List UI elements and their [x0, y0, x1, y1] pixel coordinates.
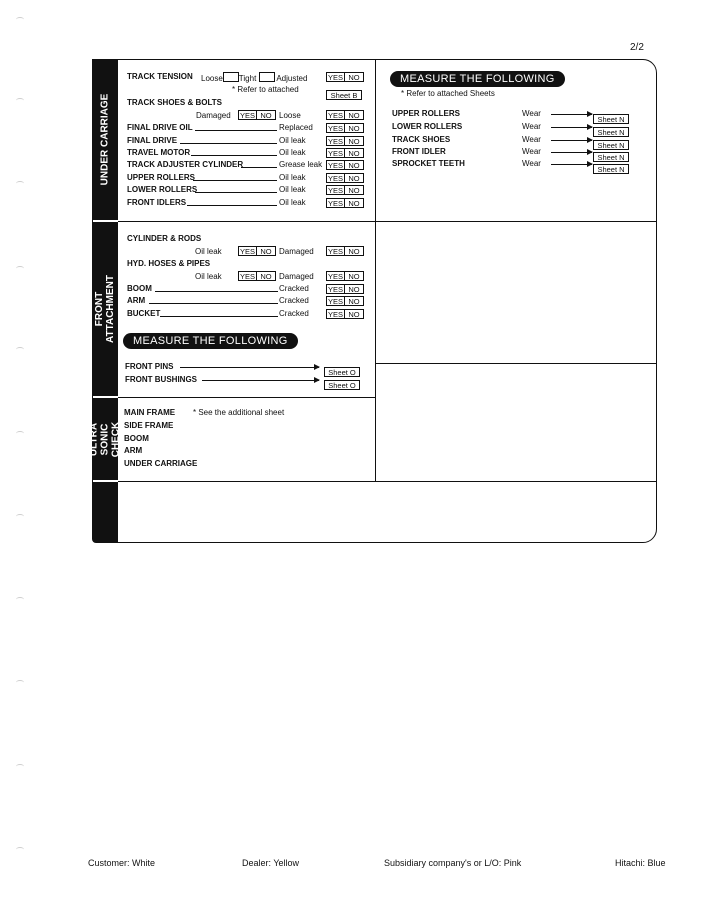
wear-label: Wear: [522, 159, 541, 168]
uc-row-label: FINAL DRIVE: [127, 136, 178, 145]
no-box[interactable]: NO: [345, 110, 364, 120]
uc-row-label: FINAL DRIVE OIL: [127, 123, 193, 132]
shoes-yes-no: [326, 110, 364, 120]
track-shoes-bolts-label: TRACK SHOES & BOLTS: [127, 98, 222, 107]
us-item: UNDER CARRIAGE: [124, 459, 198, 468]
uc-row-yes-no: [326, 160, 364, 170]
cylinder-rods-label: CYLINDER & RODS: [127, 234, 202, 243]
cyl-damaged-yes-no: [326, 246, 364, 256]
no-box[interactable]: NO: [345, 185, 364, 195]
hyd-hoses-label: HYD. HOSES & PIPES: [127, 259, 211, 268]
tight-checkbox[interactable]: [259, 72, 275, 82]
no-box[interactable]: NO: [345, 271, 364, 281]
measure-item-label: TRACK SHOES: [392, 135, 451, 144]
oil-leak-label: Oil leak: [195, 272, 222, 281]
us-note: * See the additional sheet: [193, 408, 285, 417]
section-label-ultrasonic: ULTRA SONIC CHECK: [88, 421, 122, 457]
no-box[interactable]: NO: [345, 309, 364, 319]
measure-heading: MEASURE THE FOLLOWING: [390, 71, 565, 87]
uc-row-yes-no: [326, 173, 364, 183]
yes-box[interactable]: YES: [328, 124, 344, 133]
no-box[interactable]: NO: [345, 123, 364, 133]
yes-box[interactable]: YES: [328, 137, 344, 146]
yes-box[interactable]: YES: [240, 111, 256, 120]
fa-measure-label: FRONT BUSHINGS: [125, 375, 197, 384]
uc-row-cond: Oil leak: [279, 185, 306, 194]
yes-box[interactable]: YES: [328, 161, 344, 170]
uc-row-yes-no: [326, 148, 364, 158]
damaged-label: Damaged: [196, 111, 231, 120]
fa-row-cond: Cracked: [279, 309, 309, 318]
footer-dealer: Dealer: Yellow: [242, 858, 300, 868]
uc-row-cond: Grease leak: [279, 160, 323, 169]
arrow-icon: [551, 140, 592, 141]
margin-mark: [16, 597, 24, 602]
us-item: MAIN FRAME: [124, 408, 176, 417]
margin-mark: [16, 764, 24, 769]
arrow-icon: [551, 127, 592, 128]
no-box[interactable]: NO: [345, 148, 364, 158]
uc-row-cond: Oil leak: [279, 173, 306, 182]
margin-mark: [16, 431, 24, 436]
sheet-n-box[interactable]: Sheet N: [593, 152, 629, 162]
footer-subsidiary: Subsidiary company's or L/O: Pink: [384, 858, 522, 868]
yes-box[interactable]: YES: [328, 310, 344, 319]
loose-checkbox[interactable]: [223, 72, 239, 82]
uc-row-cond: Oil leak: [279, 198, 306, 207]
wear-label: Wear: [522, 147, 541, 156]
no-box[interactable]: NO: [345, 160, 364, 170]
sheet-n-box[interactable]: Sheet N: [593, 127, 629, 137]
margin-mark: [16, 266, 24, 271]
no-box[interactable]: NO: [345, 284, 364, 294]
section-label-front-attachment: FRONT ATTACHMENT: [94, 275, 117, 343]
arrow-icon: [551, 114, 592, 115]
arrow-icon: [202, 380, 319, 381]
fa-measure-heading: MEASURE THE FOLLOWING: [123, 333, 298, 349]
uc-row-yes-no: [326, 123, 364, 133]
yes-box[interactable]: YES: [328, 149, 344, 158]
damaged-yes-no: [238, 110, 276, 120]
sheet-n-box[interactable]: Sheet N: [593, 140, 629, 150]
adjusted-label: Adjusted: [276, 74, 308, 83]
yes-box[interactable]: YES: [240, 272, 256, 281]
fa-row-label: BUCKET: [127, 309, 161, 318]
cyl-oil-yes-no: [238, 246, 276, 256]
damaged-label: Damaged: [279, 272, 314, 281]
fa-measure-label: FRONT PINS: [125, 362, 174, 371]
measure-item-label: LOWER ROLLERS: [392, 122, 463, 131]
section-label-under-carriage: UNDER CARRIAGE: [99, 93, 111, 186]
hose-oil-yes-no: [238, 271, 276, 281]
margin-mark: [16, 680, 24, 685]
fa-row-yes-no: [326, 284, 364, 294]
no-box[interactable]: NO: [345, 72, 364, 82]
sheet-b-box[interactable]: Sheet B: [326, 90, 362, 100]
no-box[interactable]: NO: [345, 246, 364, 256]
footer-customer: Customer: White: [88, 858, 156, 868]
measure-item-label: SPROCKET TEETH: [392, 159, 465, 168]
fa-row-cond: Cracked: [279, 284, 309, 293]
yes-box[interactable]: YES: [328, 272, 344, 281]
uc-row-label: UPPER ROLLERS: [127, 173, 196, 182]
margin-mark: [16, 514, 24, 519]
uc-row-label: TRAVEL MOTOR: [127, 148, 191, 157]
tension-yes-no: [326, 72, 364, 82]
margin-mark: [16, 847, 24, 852]
fa-row-yes-no: [326, 309, 364, 319]
no-box[interactable]: NO: [257, 271, 276, 281]
sidebar-blank: [92, 482, 118, 543]
yes-box[interactable]: YES: [328, 285, 344, 294]
yes-box[interactable]: YES: [328, 186, 344, 195]
divider: [118, 397, 375, 398]
uc-row-label: FRONT IDLERS: [127, 198, 187, 207]
page-number: 2/2: [630, 42, 644, 53]
uc-row-cond: Replaced: [279, 123, 313, 132]
no-box[interactable]: NO: [345, 136, 364, 146]
yes-box[interactable]: YES: [240, 247, 256, 256]
no-box[interactable]: NO: [345, 198, 364, 208]
track-tension-label: TRACK TENSION: [127, 72, 193, 81]
no-box[interactable]: NO: [345, 173, 364, 183]
sheet-n-box[interactable]: Sheet N: [593, 164, 629, 174]
us-item: SIDE FRAME: [124, 421, 174, 430]
us-item: BOOM: [124, 434, 149, 443]
margin-mark: [16, 181, 24, 186]
arrow-icon: [551, 152, 592, 153]
footer-hitachi: Hitachi: Blue: [615, 858, 666, 868]
yes-box[interactable]: YES: [328, 297, 344, 306]
uc-row-label: TRACK ADJUSTER CYLINDER: [127, 160, 244, 169]
wear-label: Wear: [522, 122, 541, 131]
uc-row-cond: Oil leak: [279, 136, 306, 145]
uc-row-yes-no: [326, 198, 364, 208]
divider: [118, 481, 657, 482]
margin-mark: [16, 17, 24, 22]
fa-row-cond: Cracked: [279, 296, 309, 305]
oil-leak-label: Oil leak: [195, 247, 222, 256]
no-box[interactable]: NO: [257, 246, 276, 256]
uc-row-yes-no: [326, 136, 364, 146]
uc-row-yes-no: [326, 185, 364, 195]
measure-item-label: FRONT IDLER: [392, 147, 446, 156]
fa-row-yes-no: [326, 296, 364, 306]
sheet-n-box[interactable]: Sheet N: [593, 114, 629, 124]
uc-row-cond: Oil leak: [279, 148, 306, 157]
arrow-icon: [180, 367, 319, 368]
sheet-o-box[interactable]: Sheet O: [324, 367, 360, 377]
arrow-icon: [551, 164, 592, 165]
loose-label: Loose: [201, 74, 223, 83]
yes-box[interactable]: YES: [328, 111, 344, 120]
margin-mark: [16, 347, 24, 352]
uc-row-label: LOWER ROLLERS: [127, 185, 198, 194]
fa-row-label: ARM: [127, 296, 146, 305]
hose-damaged-yes-no: [326, 271, 364, 281]
tight-label: Tight: [238, 74, 257, 83]
fa-row-label: BOOM: [127, 284, 152, 293]
no-box[interactable]: NO: [257, 110, 276, 120]
refer-attached-note: * Refer to attached: [232, 85, 299, 94]
sheet-o-box[interactable]: Sheet O: [324, 380, 360, 390]
measure-item-label: UPPER ROLLERS: [392, 109, 461, 118]
shoes-loose-label: Loose: [279, 111, 301, 120]
column-divider: [375, 59, 376, 481]
no-box[interactable]: NO: [345, 296, 364, 306]
wear-label: Wear: [522, 135, 541, 144]
margin-mark: [16, 98, 24, 103]
yes-box[interactable]: YES: [328, 199, 344, 208]
yes-box[interactable]: YES: [328, 174, 344, 183]
us-item: ARM: [124, 446, 143, 455]
divider: [375, 363, 657, 364]
divider: [118, 221, 657, 222]
yes-box[interactable]: YES: [328, 247, 344, 256]
wear-label: Wear: [522, 109, 541, 118]
damaged-label: Damaged: [279, 247, 314, 256]
yes-box[interactable]: YES: [328, 73, 344, 82]
measure-note: * Refer to attached Sheets: [401, 89, 495, 98]
